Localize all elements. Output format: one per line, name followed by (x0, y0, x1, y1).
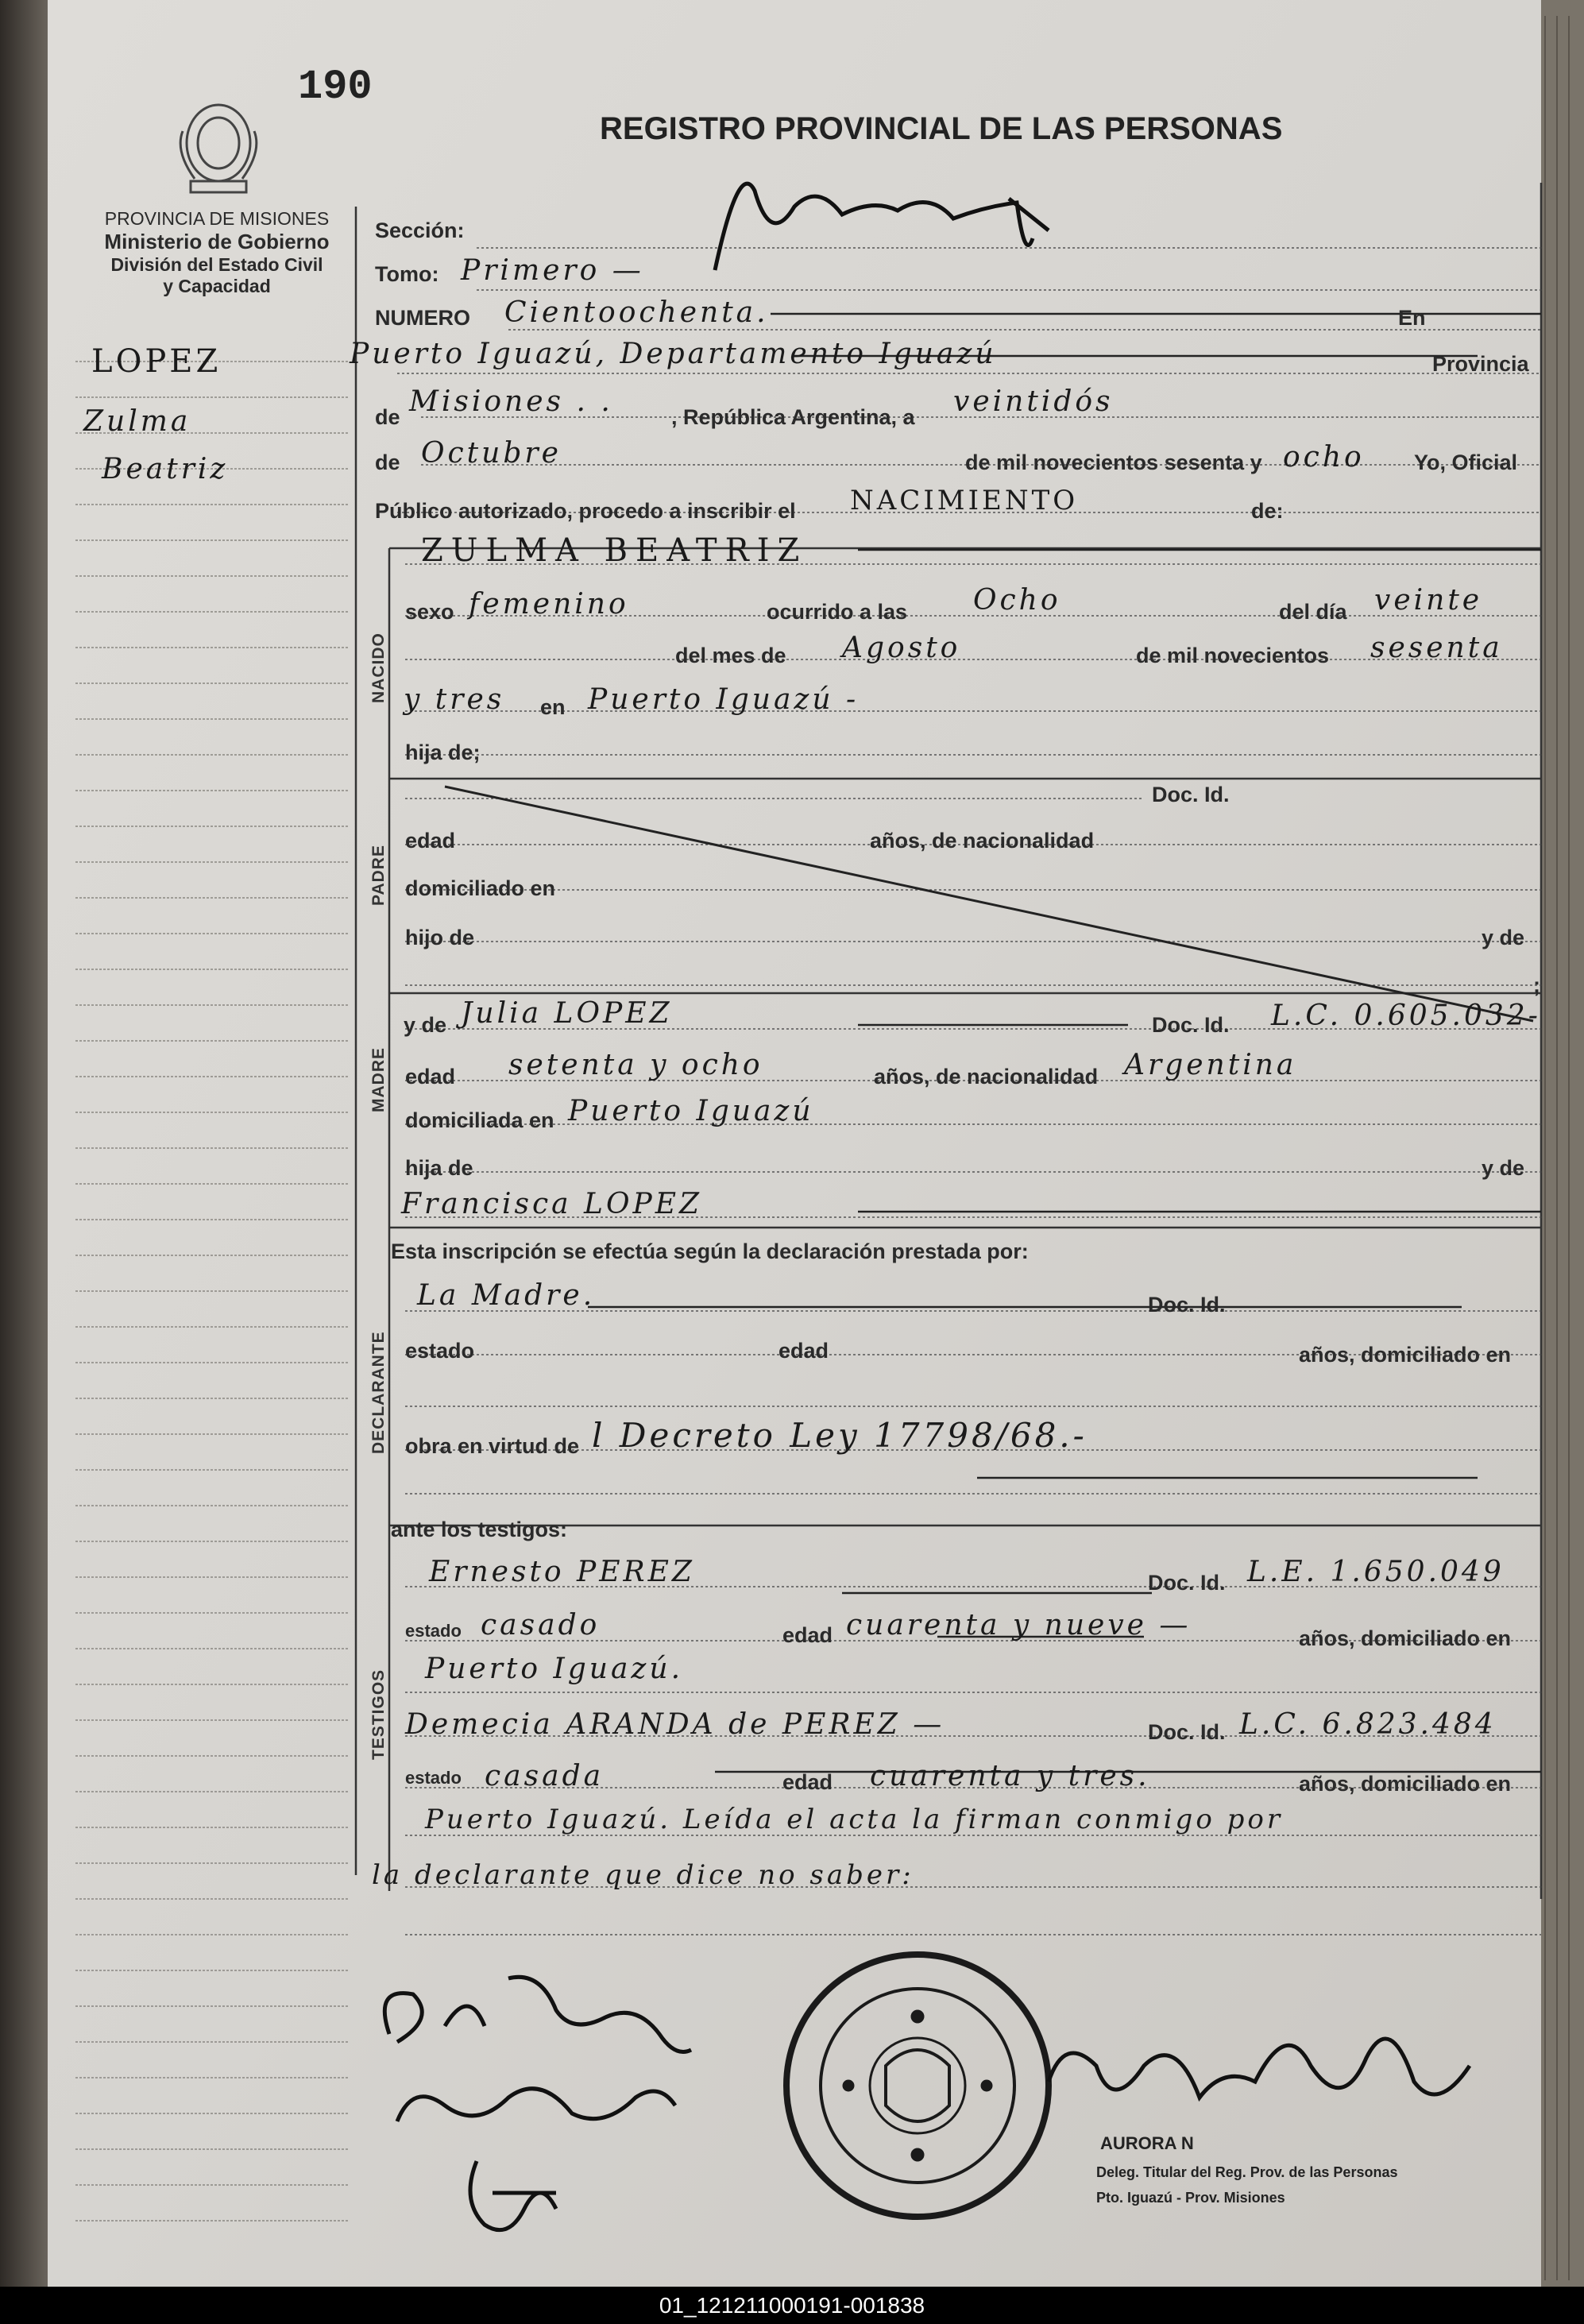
dia-value: veintidós (953, 385, 1114, 418)
anio-nac-value-1: sesenta (1370, 632, 1503, 664)
issuer-capacity: y Capacidad (163, 276, 271, 296)
testigo1-estado-value: casado (481, 1609, 601, 1641)
padre-doc-label: Doc. Id. (1152, 783, 1230, 806)
testigo2-estado-label: estado (405, 1768, 462, 1788)
seccion-label: Sección: (375, 218, 465, 242)
margin-name-2: Beatriz (102, 453, 229, 485)
testigo2-edad-label: edad (782, 1770, 833, 1794)
declarante-estado-label: estado (405, 1339, 475, 1363)
sexo-label: sexo (405, 600, 454, 624)
issuer-block (78, 208, 356, 297)
en2-label: en (540, 695, 566, 719)
section-madre: MADRE (369, 1047, 388, 1112)
tomo-label: Tomo: (375, 262, 439, 286)
padre-edad-label: edad (405, 829, 456, 853)
del-dia-label: del día (1279, 600, 1347, 624)
svg-text:AURORA N: AURORA N (1100, 2133, 1194, 2153)
hija-label: hija de; (405, 741, 481, 764)
page-number: 190 (298, 64, 373, 110)
testigo1-nombre-value: Ernesto PEREZ (429, 1556, 695, 1588)
en-label: En (1398, 306, 1426, 330)
issuer-province: PROVINCIA DE MISIONES (104, 208, 330, 229)
issuer-ministry: Ministerio de Gobierno (104, 230, 330, 253)
de-colon-label: de: (1251, 499, 1284, 523)
madre-padres-value: Francisca LOPEZ (401, 1188, 702, 1220)
svg-text:Deleg. Titular del Reg. Prov.: Deleg. Titular del Reg. Prov. de las Personas (1096, 2164, 1398, 2180)
madre-hija-de-label: hija de (405, 1156, 473, 1180)
madre-anios-label: años, de nacionalidad (874, 1065, 1099, 1089)
acto-value: NACIMIENTO (850, 485, 1079, 516)
testigo1-estado-label: estado (405, 1621, 462, 1641)
mes-value: Octubre (421, 437, 562, 470)
image-id-footer: 01_121211000191-001838 (0, 2287, 1584, 2324)
numero-label: NUMERO (375, 306, 470, 330)
republica-label: , República Argentina, a (671, 405, 915, 429)
provincia-label: Provincia (1432, 352, 1529, 376)
testigo2-doc-value: L.C. 6.823.484 (1239, 1708, 1497, 1741)
testigo2-estado-value: casada (485, 1760, 605, 1792)
ocurrido-label: ocurrido a las (767, 600, 908, 624)
declarante-value: La Madre. (417, 1279, 596, 1312)
nombre-value: ZULMA BEATRIZ (421, 532, 808, 569)
testigo1-doc-label: Doc. Id. (1148, 1571, 1226, 1595)
obra-label: obra en virtud de (405, 1434, 580, 1458)
tomo-value: Primero — (461, 254, 644, 287)
document-title: REGISTRO PROVINCIAL DE LAS PERSONAS (600, 111, 1283, 146)
madre-edad-label: edad (405, 1065, 456, 1089)
padre-domiciliado-label: domiciliado en (405, 876, 556, 900)
testigo1-edad-value: cuarenta y nueve — (846, 1609, 1192, 1641)
esta-inscripcion-label: Esta inscripción se efectúa según la declaración prestada por: (391, 1239, 1029, 1263)
padre-semicolon: ; (1533, 973, 1540, 997)
margin-surname: LOPEZ (91, 343, 222, 380)
mil2-label: de mil novecientos (1136, 644, 1330, 667)
del-mes-label: del mes de (675, 644, 786, 667)
publico-label: Público autorizado, procedo a inscribir el (375, 499, 796, 523)
padre-y-de-label: y de (1482, 926, 1525, 949)
padre-hijo-de-label: hijo de (405, 926, 474, 949)
issuer-division: División del Estado Civil (110, 254, 323, 275)
section-testigos: TESTIGOS (369, 1669, 388, 1760)
madre-y-de-label: y de (404, 1013, 447, 1037)
section-padre: PADRE (369, 845, 388, 906)
svg-text:Pto. Iguazú - Prov. Misiones: Pto. Iguazú - Prov. Misiones (1096, 2190, 1285, 2206)
mil-label: de mil novecientos sesenta y (965, 450, 1262, 474)
obra-value: l Decreto Ley 17798/68.- (592, 1416, 1088, 1455)
section-declarante: DECLARANTE (369, 1331, 388, 1454)
padre-anios-label: años, de nacionalidad (870, 829, 1095, 853)
madre-domicilio-value: Puerto Iguazú (568, 1095, 814, 1127)
testigo2-edad-value: cuarenta y tres. (870, 1760, 1150, 1792)
testigo2-nombre-value: Demecia ARANDA de PEREZ — (405, 1708, 945, 1741)
mes-nac-value: Agosto (842, 632, 961, 664)
oficial-label: Yo, Oficial (1414, 450, 1518, 474)
ante-testigos-label: ante los testigos: (391, 1518, 568, 1541)
provincia-value: Misiones . . (409, 385, 613, 418)
testigo2-doc-label: Doc. Id. (1148, 1720, 1226, 1744)
cierre-line-1: Puerto Iguazú. Leída el acta la firman conmigo por (425, 1804, 1284, 1835)
testigo2-anios-label: años, domiciliado en (1299, 1772, 1512, 1796)
declarante-edad-label: edad (778, 1339, 829, 1363)
madre-domiciliada-label: domiciliada en (405, 1108, 554, 1132)
madre-nombre-value: Julia LOPEZ (461, 997, 673, 1030)
anio-value: ocho (1283, 441, 1365, 474)
cierre-line-2: la declarante que dice no saber: (372, 1859, 914, 1891)
madre-y-de2-label: y de (1482, 1156, 1525, 1180)
declarante-anios-label: años, domiciliado en (1299, 1343, 1512, 1367)
dia-nac-value: veinte (1374, 584, 1483, 617)
lugar-value: Puerto Iguazú, Departamento Iguazú (350, 338, 997, 370)
sexo-value: femenino (469, 588, 629, 621)
testigo1-doc-value: L.E. 1.650.049 (1247, 1556, 1505, 1588)
de-label-2: de (375, 450, 400, 474)
anio-nac-value-2: y tres (404, 683, 505, 716)
declarante-doc-label: Doc. Id. (1148, 1293, 1226, 1317)
madre-doc-label: Doc. Id. (1152, 1013, 1230, 1037)
de-label: de (375, 405, 400, 429)
madre-doc-value: L.C. 0.605.032- (1271, 1000, 1541, 1032)
madre-edad-value: setenta y ocho (508, 1049, 763, 1081)
testigo1-anios-label: años, domiciliado en (1299, 1626, 1512, 1650)
lugar-nac-value: Puerto Iguazú - (588, 683, 860, 716)
margin-name-1: Zulma (83, 405, 191, 438)
testigo1-edad-label: edad (782, 1623, 833, 1647)
hora-value: Ocho (973, 584, 1061, 617)
numero-value: Cientoochenta. (504, 296, 769, 329)
testigo1-dom-value: Puerto Iguazú. (425, 1653, 684, 1685)
section-nacido: NACIDO (369, 632, 388, 703)
madre-nac-value: Argentina (1124, 1049, 1297, 1081)
